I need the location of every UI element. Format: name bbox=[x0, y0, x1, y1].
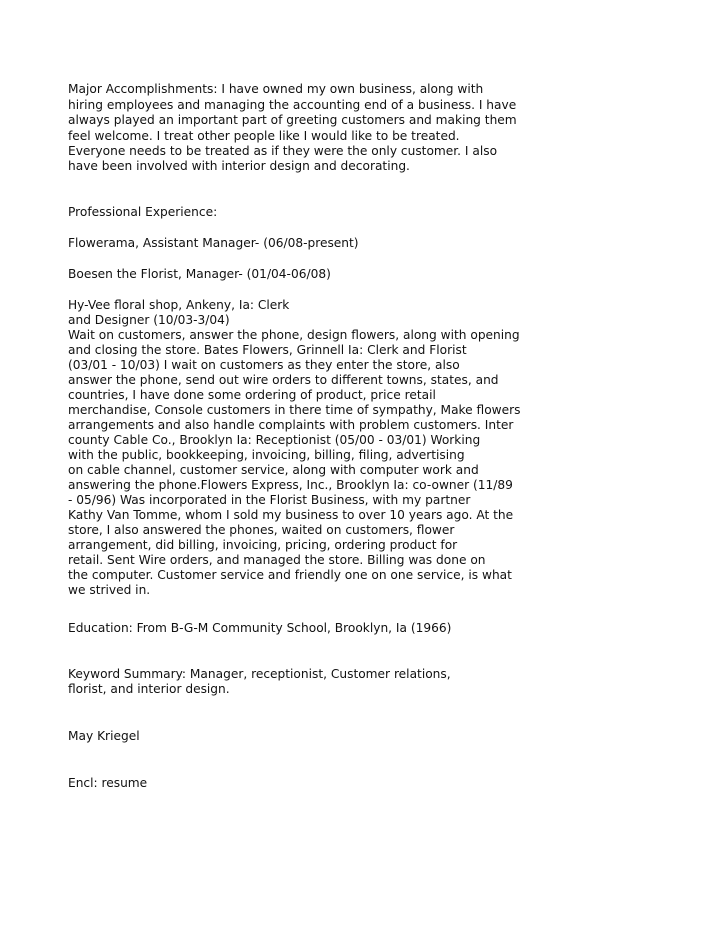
accomplishments-line: hiring employees and managing the accounting end of a business. I have bbox=[68, 98, 517, 112]
signature-name: May Kriegel bbox=[68, 729, 140, 743]
experience-line: Wait on customers, answer the phone, design flowers, along with opening bbox=[68, 328, 520, 342]
accomplishments-line: have been involved with interior design and decorating. bbox=[68, 159, 410, 173]
experience-line: answer the phone, send out wire orders to different towns, states, and bbox=[68, 373, 499, 387]
accomplishments-line: Major Accomplishments: I have owned my own business, along with bbox=[68, 82, 484, 96]
experience-line: arrangements and also handle complaints with problem customers. Inter bbox=[68, 418, 514, 432]
enclosure-line: Encl: resume bbox=[68, 776, 148, 790]
experience-line: with the public, bookkeeping, invoicing, billing, filing, advertising bbox=[68, 448, 465, 462]
experience-line: Hy-Vee floral shop, Ankeny, Ia: Clerk bbox=[68, 298, 290, 312]
experience-line: (03/01 - 10/03) I wait on customers as they enter the store, also bbox=[68, 358, 460, 372]
experience-line: merchandise, Console customers in there time of sympathy, Make flowers bbox=[68, 403, 521, 417]
experience-line: answering the phone.Flowers Express, Inc., Brooklyn Ia: co-owner (11/89 bbox=[68, 478, 513, 492]
experience-line: the computer. Customer service and friendly one on one service, is what bbox=[68, 568, 512, 582]
job-entry-flowerama: Flowerama, Assistant Manager- (06/08-present) bbox=[68, 236, 359, 250]
experience-line: retail. Sent Wire orders, and managed the store. Billing was done on bbox=[68, 553, 486, 567]
experience-line: county Cable Co., Brooklyn Ia: Receptionist (05/00 - 03/01) Working bbox=[68, 433, 481, 447]
experience-line: countries, I have done some ordering of product, price retail bbox=[68, 388, 436, 402]
experience-line: we strived in. bbox=[68, 583, 151, 597]
job-entry-boesen: Boesen the Florist, Manager- (01/04-06/08) bbox=[68, 267, 331, 281]
education-line: Education: From B-G-M Community School, Brooklyn, Ia (1966) bbox=[68, 621, 452, 635]
experience-heading: Professional Experience: bbox=[68, 205, 218, 219]
experience-line: - 05/96) Was incorporated in the Florist Business, with my partner bbox=[68, 493, 471, 507]
experience-line: Kathy Van Tomme, whom I sold my business to over 10 years ago. At the bbox=[68, 508, 514, 522]
experience-line: and Designer (10/03-3/04) bbox=[68, 313, 230, 327]
keyword-line: Keyword Summary: Manager, receptionist, Customer relations, bbox=[68, 667, 451, 681]
accomplishments-line: always played an important part of greeting customers and making them bbox=[68, 113, 517, 127]
accomplishments-line: feel welcome. I treat other people like I would like to be treated. bbox=[68, 129, 460, 143]
experience-line: and closing the store. Bates Flowers, Grinnell Ia: Clerk and Florist bbox=[68, 343, 467, 357]
experience-line: store, I also answered the phones, waited on customers, flower bbox=[68, 523, 455, 537]
experience-line: on cable channel, customer service, along with computer work and bbox=[68, 463, 479, 477]
keyword-line: florist, and interior design. bbox=[68, 682, 230, 696]
accomplishments-line: Everyone needs to be treated as if they were the only customer. I also bbox=[68, 144, 498, 158]
experience-line: arrangement, did billing, invoicing, pricing, ordering product for bbox=[68, 538, 458, 552]
